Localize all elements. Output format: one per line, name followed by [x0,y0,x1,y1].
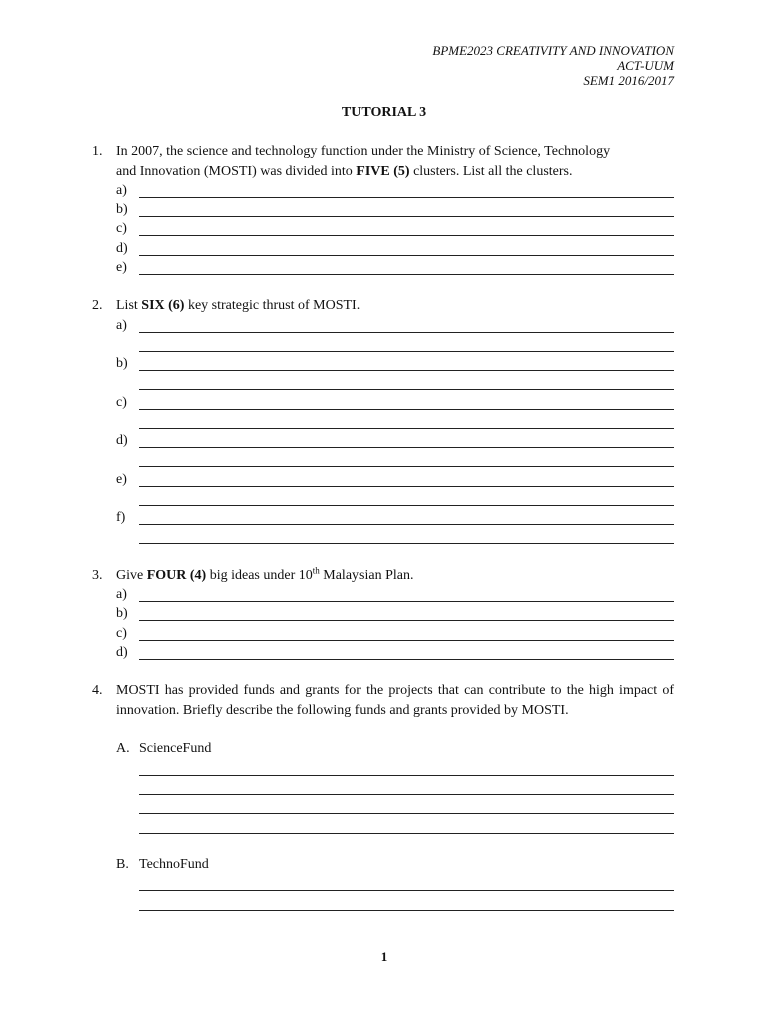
q3-answer-line-b[interactable] [139,620,674,621]
q4-b-text: TechnoFund [139,857,209,872]
q2-label-a: a) [116,318,127,333]
q4-a-label: A. [116,741,130,756]
q2-answer-line-f1[interactable] [139,524,674,525]
q3-answer-line-c[interactable] [139,640,674,641]
q2-answer-line-c2[interactable] [139,428,674,429]
q1-label-d: d) [116,241,128,256]
q1-line2: and Innovation (MOSTI) was divided into FIVE (5) clusters. List all the clusters. [116,164,573,179]
q2-label-e: e) [116,472,127,487]
q4-b-answer-line-1[interactable] [139,890,674,891]
q2-answer-line-a2[interactable] [139,351,674,352]
q4-a-answer-line-2[interactable] [139,794,674,795]
q4-text: MOSTI has provided funds and grants for the projects that can contribute to the high impact of innovation. Briefly describe the following funds and grants provided by MOSTI. [116,683,674,718]
q4-b-answer-line-2[interactable] [139,910,674,911]
q2-answer-line-e2[interactable] [139,505,674,506]
q2-answer-line-d1[interactable] [139,447,674,448]
q3-label-a: a) [116,587,127,602]
q2-answer-line-f2[interactable] [139,543,674,544]
q1-label-e: e) [116,260,127,275]
q3-answer-line-a[interactable] [139,601,674,602]
q3-label-c: c) [116,626,127,641]
q1-label-c: c) [116,221,127,236]
q1-answer-line-b[interactable] [139,216,674,217]
q1-number: 1. [92,144,103,159]
q3-answer-line-d[interactable] [139,659,674,660]
q1-label-b: b) [116,202,128,217]
q4-a-text: ScienceFund [139,741,212,756]
q1-answer-line-c[interactable] [139,235,674,236]
page-title: TUTORIAL 3 [341,105,427,120]
q1-line1: In 2007, the science and technology function under the Ministry of Science, Technology [116,144,611,159]
q2-answer-line-e1[interactable] [139,486,674,487]
q2-number: 2. [92,298,103,313]
q1-answer-line-d[interactable] [139,255,674,256]
q3-label-b: b) [116,606,128,621]
q3-text: Give FOUR (4) big ideas under 10th Malaysian Plan. [116,565,414,583]
q2-label-f: f) [116,510,126,525]
q2-answer-line-b2[interactable] [139,389,674,390]
q1-answer-line-a[interactable] [139,197,674,198]
q2-label-b: b) [116,356,128,371]
q3-label-d: d) [116,645,128,660]
q4-a-answer-line-4[interactable] [139,833,674,834]
header-school: ACT-UUM [617,58,674,73]
q2-text: List SIX (6) key strategic thrust of MOSTI. [116,298,361,313]
q4-b-label: B. [116,857,129,872]
page-number: 1 [380,949,388,964]
q2-answer-line-a1[interactable] [139,332,674,333]
q1-label-a: a) [116,183,127,198]
q3-number: 3. [92,568,103,583]
q2-answer-line-b1[interactable] [139,370,674,371]
q2-answer-line-c1[interactable] [139,409,674,410]
q4-a-answer-line-1[interactable] [139,775,674,776]
header-semester: SEM1 2016/2017 [583,73,674,88]
header-course: BPME2023 CREATIVITY AND INNOVATION [432,43,674,58]
q2-answer-line-d2[interactable] [139,466,674,467]
q2-label-d: d) [116,433,128,448]
q4-a-answer-line-3[interactable] [139,813,674,814]
q2-label-c: c) [116,395,127,410]
q4-number: 4. [92,683,103,698]
q1-answer-line-e[interactable] [139,274,674,275]
